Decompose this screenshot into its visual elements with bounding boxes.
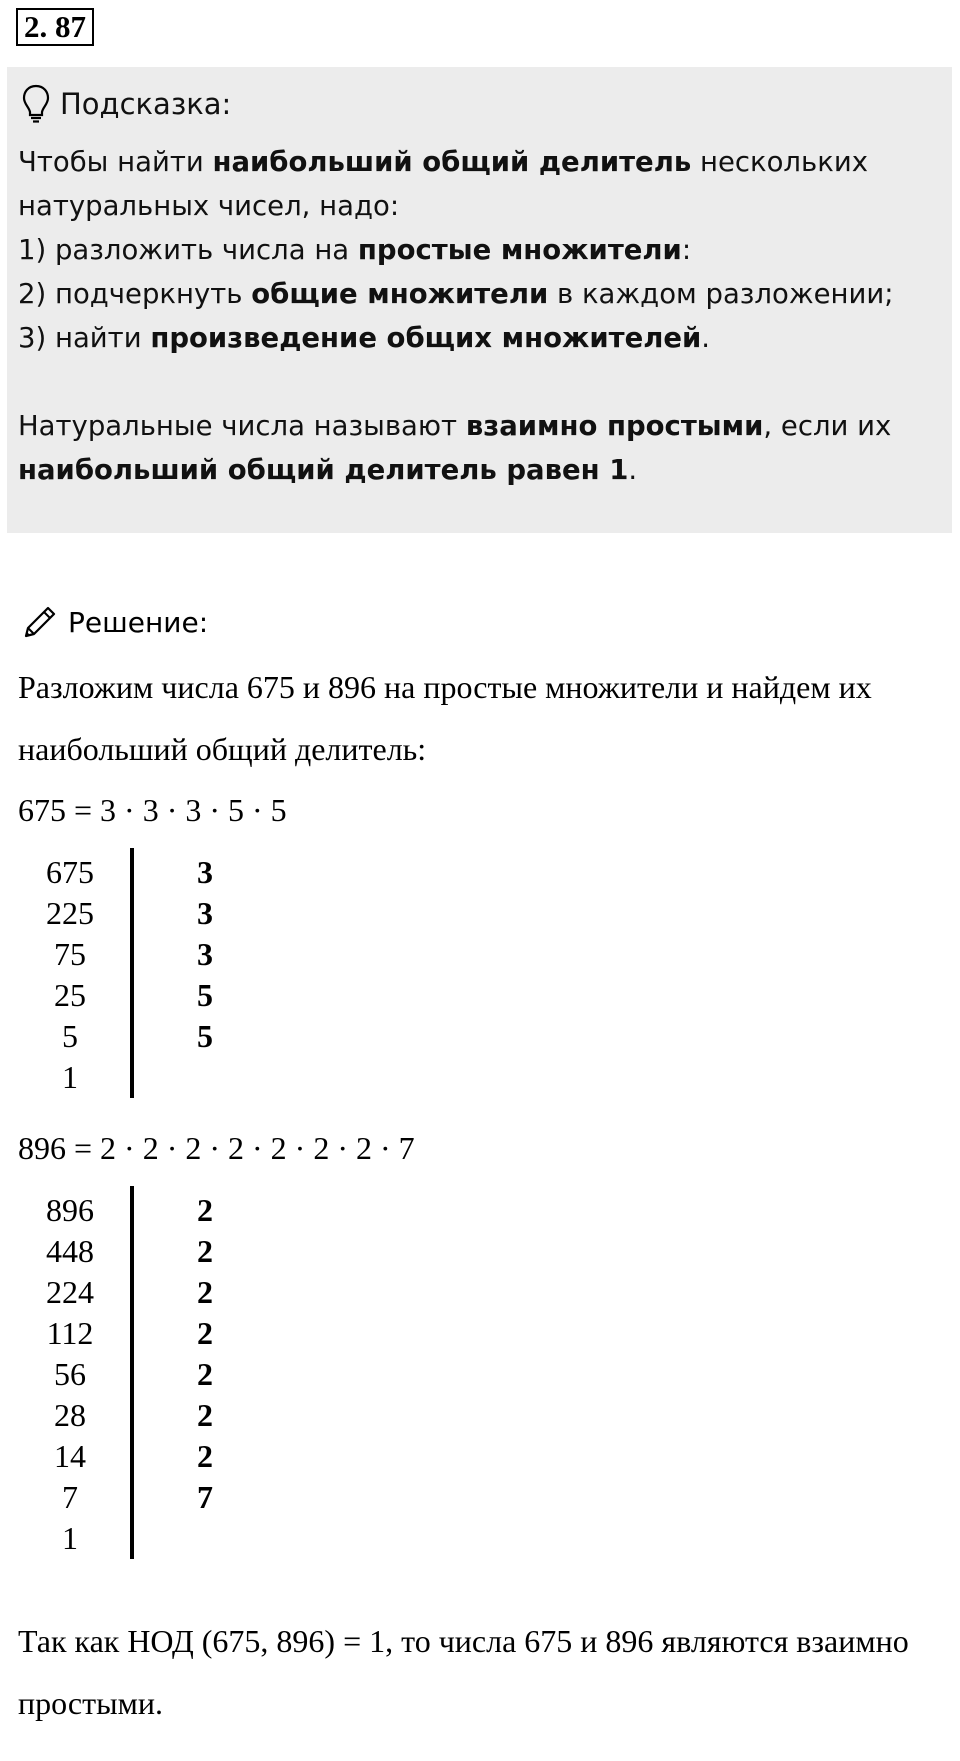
hint-text: , если их bbox=[763, 410, 892, 442]
hint-text: : bbox=[681, 234, 692, 266]
dividend: 1 bbox=[62, 1520, 78, 1556]
task-number: 2. 87 bbox=[16, 8, 94, 46]
hint-step-2 bbox=[18, 272, 943, 316]
hint-box bbox=[7, 67, 952, 533]
factor-row bbox=[30, 1272, 213, 1313]
prime-factor: 2 bbox=[197, 1192, 213, 1228]
dividend: 75 bbox=[54, 936, 86, 972]
dividend: 1 bbox=[62, 1059, 78, 1095]
solution-intro: Разложим числа 675 и 896 на простые множители и найдем их наибольший общий делитель: bbox=[18, 669, 872, 767]
spacer bbox=[18, 360, 943, 404]
pencil-icon bbox=[20, 602, 60, 642]
factor-row bbox=[30, 975, 213, 1016]
hint-term: простые множители bbox=[357, 234, 682, 266]
dividend: 14 bbox=[54, 1438, 86, 1474]
prime-factor: 2 bbox=[197, 1438, 213, 1474]
hint-text: 2) подчеркнуть bbox=[18, 278, 252, 310]
lightbulb-icon bbox=[22, 84, 50, 124]
solution-title: Решение: bbox=[68, 605, 209, 639]
factor-row bbox=[30, 1395, 213, 1436]
hint-text: в каждом разложении; bbox=[548, 278, 894, 310]
hint-text: 1) разложить числа на bbox=[18, 234, 358, 266]
factor-row bbox=[30, 1477, 213, 1518]
dividend: 448 bbox=[46, 1233, 94, 1269]
equation-896: 896 = 2 · 2 · 2 · 2 · 2 · 2 · 2 · 7 bbox=[18, 1130, 415, 1166]
dividend: 112 bbox=[46, 1315, 94, 1351]
hint-term: наибольший общий делитель равен 1 bbox=[18, 454, 629, 486]
factor-row bbox=[30, 934, 213, 975]
solution-header bbox=[20, 600, 208, 644]
hint-header bbox=[22, 83, 231, 125]
prime-factor: 3 bbox=[197, 854, 213, 890]
hint-text: . bbox=[628, 454, 638, 486]
factor-row bbox=[30, 1231, 213, 1272]
prime-factor: 2 bbox=[197, 1397, 213, 1433]
dividend: 56 bbox=[54, 1356, 86, 1392]
factor-row bbox=[30, 852, 213, 893]
hint-paragraph-2 bbox=[18, 404, 943, 492]
factor-row bbox=[30, 1016, 213, 1057]
prime-factor: 2 bbox=[197, 1315, 213, 1351]
hint-text: нескольких натуральных чисел, надо: bbox=[18, 146, 868, 222]
hint-text: . bbox=[701, 322, 711, 354]
division-line bbox=[130, 848, 134, 1098]
factor-row bbox=[30, 893, 213, 934]
factor-row bbox=[30, 1436, 213, 1477]
hint-title: Подсказка: bbox=[60, 87, 232, 121]
hint-term: общие множители bbox=[251, 278, 549, 310]
prime-factor: 2 bbox=[197, 1356, 213, 1392]
hint-text: Чтобы найти bbox=[18, 146, 213, 178]
prime-factor: 2 bbox=[197, 1233, 213, 1269]
prime-factor: 5 bbox=[197, 1018, 213, 1054]
factor-row bbox=[30, 1354, 213, 1395]
division-line bbox=[130, 1186, 134, 1559]
prime-factor: 7 bbox=[197, 1479, 213, 1515]
hint-term: произведение общих множителей bbox=[150, 322, 702, 354]
equation-675: 675 = 3 · 3 · 3 · 5 · 5 bbox=[18, 792, 287, 828]
prime-factor: 2 bbox=[197, 1274, 213, 1310]
dividend: 896 bbox=[46, 1192, 94, 1228]
dividend: 5 bbox=[62, 1018, 78, 1054]
prime-factor: 3 bbox=[197, 936, 213, 972]
hint-term: взаимно простыми bbox=[465, 410, 764, 442]
dividend: 224 bbox=[46, 1274, 94, 1310]
hint-step-1 bbox=[18, 228, 943, 272]
dividend: 7 bbox=[62, 1479, 78, 1515]
hint-paragraph-1 bbox=[18, 140, 943, 228]
hint-term: наибольший общий делитель bbox=[212, 146, 692, 178]
factor-row bbox=[30, 1313, 213, 1354]
factor-row bbox=[30, 1518, 110, 1559]
hint-body bbox=[18, 140, 943, 492]
dividend: 225 bbox=[46, 895, 94, 931]
hint-text: Натуральные числа называют bbox=[18, 410, 466, 442]
hint-step-3 bbox=[18, 316, 943, 360]
conclusion: Так как НОД (675, 896) = 1, то числа 675 и 896 являются взаимно простыми. bbox=[18, 1623, 909, 1721]
dividend: 28 bbox=[54, 1397, 86, 1433]
factor-row bbox=[30, 1190, 213, 1231]
dividend: 25 bbox=[54, 977, 86, 1013]
prime-factor: 5 bbox=[197, 977, 213, 1013]
factorization-896 bbox=[30, 1190, 213, 1559]
dividend: 675 bbox=[46, 854, 94, 890]
factorization-675 bbox=[30, 852, 213, 1098]
hint-text: 3) найти bbox=[18, 322, 151, 354]
prime-factor: 3 bbox=[197, 895, 213, 931]
factor-row bbox=[30, 1057, 110, 1098]
